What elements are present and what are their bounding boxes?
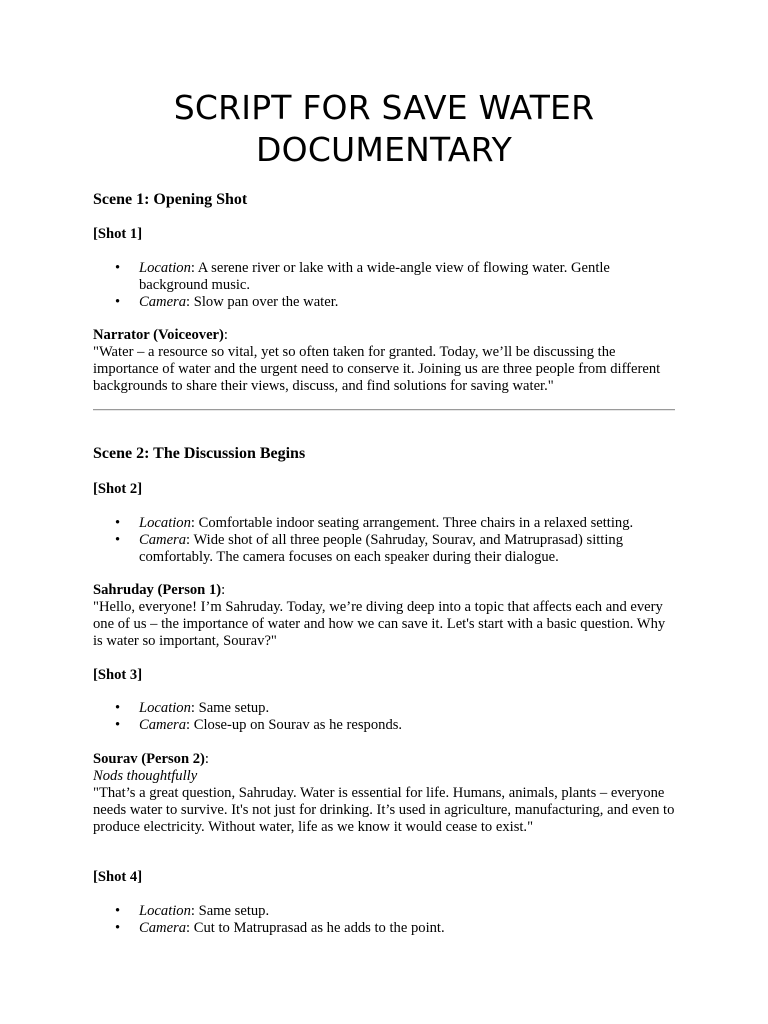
list-item-text: : Comfortable indoor seating arrangement. Three chairs in a relaxed setting. xyxy=(190,515,634,531)
list-item-text: : Same setup. xyxy=(190,700,270,716)
horizontal-rule xyxy=(93,409,675,411)
shot-4-list xyxy=(93,903,675,937)
scene-2-heading: Scene 2: The Discussion Begins xyxy=(93,445,306,462)
list-item xyxy=(93,532,675,566)
document-title: SCRIPT FOR SAVE WATER DOCUMENTARY xyxy=(173,88,595,169)
speaker-colon: : xyxy=(221,582,226,598)
list-item xyxy=(93,920,675,937)
speaker-colon: : xyxy=(204,751,209,767)
list-item-text: : Same setup. xyxy=(190,903,270,919)
list-item-text: : Slow pan over the water. xyxy=(186,294,339,310)
shot-2-list xyxy=(93,515,675,566)
shot-1-label: [Shot 1] xyxy=(93,226,143,242)
list-item xyxy=(93,260,675,294)
list-item xyxy=(93,903,675,920)
list-item-key: Camera xyxy=(139,532,187,548)
shot-4-label: [Shot 4] xyxy=(93,869,143,885)
speaker-colon: : xyxy=(223,327,228,343)
speaker-name: Narrator (Voiceover) xyxy=(93,327,224,343)
bullet-icon: • xyxy=(115,532,121,548)
shot-3-list xyxy=(93,700,675,734)
list-item-key: Camera xyxy=(139,717,187,733)
dialogue-line: "Hello, everyone! I’m Sahruday. Today, we’re diving deep into a topic that affects each and every one of us – the importance of water and how we can save it. Let's start with a basic question. Why is water so important, Sourav?" xyxy=(93,599,666,649)
list-item-key: Location xyxy=(139,903,191,919)
list-item-text: : A serene river or lake with a wide-angle view of flowing water. Gentle background music. xyxy=(139,260,610,293)
bullet-icon: • xyxy=(115,717,121,733)
list-item-key: Location xyxy=(139,700,191,716)
list-item-text: : Close-up on Sourav as he responds. xyxy=(186,717,403,733)
scene-1-heading: Scene 1: Opening Shot xyxy=(93,191,248,208)
dialogue-line: "That’s a great question, Sahruday. Water is essential for life. Humans, animals, plants – everyone needs water to survive. It's not just for drinking. It’s used in agriculture, manufacturing, and even to produce electricity. Without water, life as we know it would cease to exist." xyxy=(93,785,675,835)
list-item xyxy=(93,294,675,311)
speaker-name: Sahruday (Person 1) xyxy=(93,582,222,598)
sahruday-block xyxy=(93,582,675,650)
stage-direction: Nods thoughtfully xyxy=(93,768,198,784)
bullet-icon: • xyxy=(115,260,121,276)
list-item-key: Location xyxy=(139,515,191,531)
bullet-icon: • xyxy=(115,920,121,936)
shot-2-label: [Shot 2] xyxy=(93,481,143,497)
bullet-icon: • xyxy=(115,515,121,531)
list-item xyxy=(93,717,675,734)
list-item-key: Camera xyxy=(139,294,187,310)
narrator-block xyxy=(93,327,675,395)
speaker-name: Sourav (Person 2) xyxy=(93,751,205,767)
bullet-icon: • xyxy=(115,294,121,310)
bullet-icon: • xyxy=(115,903,121,919)
dialogue-line: "Water – a resource so vital, yet so often taken for granted. Today, we’ll be discussing the importance of water and the urgent need to conserve it. Joining us are three people from different backgrounds to share their views, discuss, and find solutions for saving water." xyxy=(93,344,661,394)
sourav-block xyxy=(93,751,675,836)
list-item-key: Location xyxy=(139,260,191,276)
list-item-text: : Wide shot of all three people (Sahruday, Sourav, and Matruprasad) sitting comfortably. The camera focuses on each speaker during their dialogue. xyxy=(139,532,624,565)
list-item-text: : Cut to Matruprasad as he adds to the point. xyxy=(186,920,445,936)
bullet-icon: • xyxy=(115,700,121,716)
shot-3-label: [Shot 3] xyxy=(93,667,143,683)
list-item xyxy=(93,700,675,717)
shot-1-list xyxy=(93,260,675,311)
list-item-key: Camera xyxy=(139,920,187,936)
list-item xyxy=(93,515,675,532)
